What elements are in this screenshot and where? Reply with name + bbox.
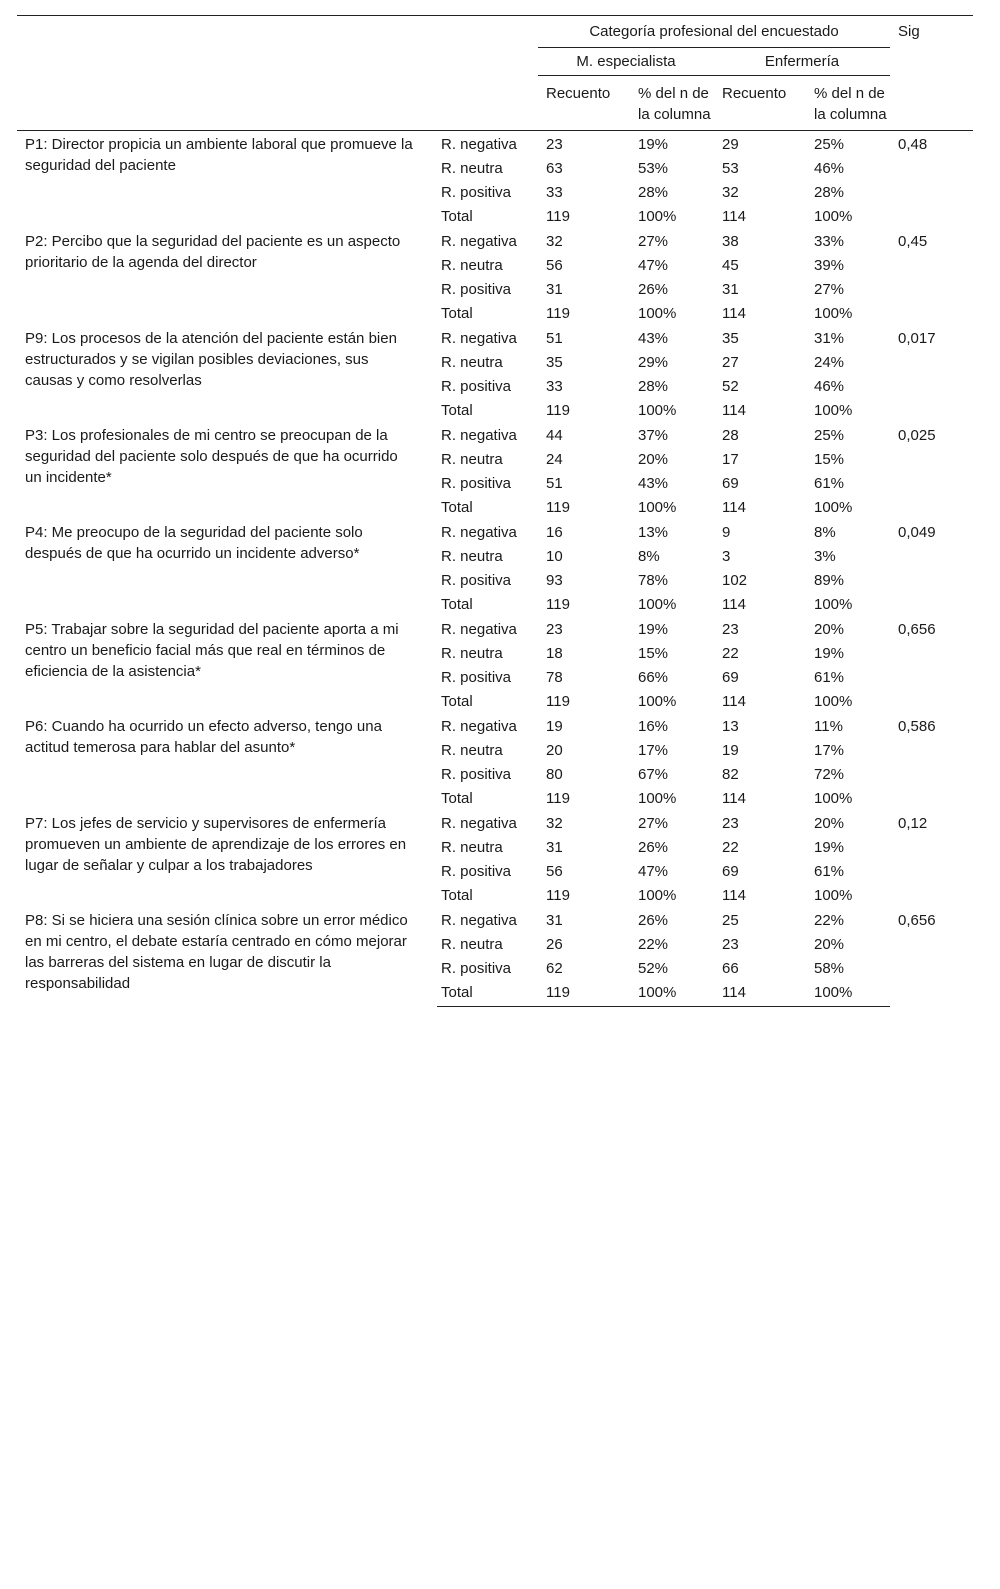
item-question: P5: Trabajar sobre la seguridad del paciente aporta a mi centro un beneficio facial más que real en términos de eficiencia de la asistencia* [25,621,399,680]
m-count: 119 [546,499,570,516]
table-row [17,422,973,447]
m-pct: 17% [638,742,669,759]
m-count: 63 [546,160,563,177]
e-count: 27 [722,354,739,371]
item-question: P1: Director propicia un ambiente laboral que promueve la seguridad del paciente [25,136,413,174]
m-pct: 47% [638,863,669,880]
e-count: 23 [722,815,739,832]
table-row [17,131,973,157]
m-pct: 43% [638,475,669,492]
m-pct: 66% [638,669,669,686]
m-count: 56 [546,257,563,274]
m-pct: 100% [638,305,677,322]
m-pct: 26% [638,839,669,856]
e-count: 114 [722,596,746,613]
response-label: R. neutra [441,354,503,371]
header-empty [17,16,437,48]
m-count: 10 [546,548,563,565]
m-pct: 100% [638,208,677,225]
e-pct: 19% [814,645,845,662]
e-pct: 72% [814,766,845,783]
m-count: 44 [546,427,563,444]
response-label: R. negativa [441,233,517,250]
response-label: R. neutra [441,257,503,274]
e-pct: 100% [814,790,853,807]
sig-value: 0,45 [898,233,928,250]
item-question: P6: Cuando ha ocurrido un efecto adverso, tengo una actitud temerosa para hablar del asunto* [25,718,382,756]
response-label: Total [441,499,473,516]
e-pct: 58% [814,960,845,977]
table-row [17,228,973,253]
sig-value: 0,586 [898,718,936,735]
m-count: 23 [546,136,563,153]
e-pct: 27% [814,281,845,298]
e-pct: 33% [814,233,845,250]
survey-table [17,15,973,1007]
m-pct: 26% [638,912,669,929]
e-count: 69 [722,669,739,686]
e-pct: 8% [814,524,836,541]
m-count: 119 [546,305,570,322]
m-count: 32 [546,815,563,832]
sig-value: 0,12 [898,815,928,832]
table-row [17,907,973,932]
table-row [17,713,973,738]
m-pct: 53% [638,160,669,177]
e-pct: 25% [814,427,845,444]
item-question: P7: Los jefes de servicio y supervisores de enfermería promueven un ambiente de aprendizaje de los errores en lugar de señalar y culpar a los trabajadores [25,815,407,874]
e-count: 114 [714,980,806,1007]
e-pct: 100% [814,693,853,710]
e-count: 13 [722,718,739,735]
m-pct: 100% [638,402,677,419]
m-count: 31 [546,839,563,856]
header-enfermeria: Enfermería [714,48,890,76]
m-count: 119 [546,790,570,807]
e-pct: 100% [814,402,853,419]
response-label: R. negativa [441,912,517,929]
table-row [17,616,973,641]
m-count: 31 [546,281,563,298]
e-count: 53 [722,160,739,177]
m-count: 93 [546,572,563,589]
e-count: 114 [722,887,746,904]
response-label: R. neutra [441,839,503,856]
e-count: 19 [722,742,739,759]
e-count: 22 [722,839,739,856]
header-group-label: Categoría profesional del encuestado [538,16,890,48]
sig-value: 0,049 [898,524,936,541]
e-count: 23 [722,621,739,638]
item-question: P4: Me preocupo de la seguridad del paciente solo después de que ha ocurrido un incidente adverso* [25,524,363,562]
e-pct: 20% [814,936,845,953]
response-label: R. positiva [441,184,512,201]
m-count: 33 [546,378,563,395]
response-label: R. neutra [441,936,503,953]
e-pct: 28% [814,184,845,201]
m-pct: 27% [638,815,669,832]
response-label: Total [441,887,473,904]
e-pct: 46% [814,160,845,177]
e-pct: 61% [814,863,845,880]
m-pct: 28% [638,184,669,201]
header-recuento-m: Recuento [538,76,630,131]
e-pct: 15% [814,451,845,468]
table-container [17,15,973,1007]
m-pct: 67% [638,766,669,783]
e-count: 29 [722,136,739,153]
item-question: P8: Si se hiciera una sesión clínica sobre un error médico en mi centro, el debate estaría centrado en cómo mejorar las barreras del sistema en lugar de discutir la responsabilidad [25,912,408,992]
m-count: 26 [546,936,563,953]
header-recuento-e: Recuento [714,76,806,131]
response-label: R. negativa [441,815,517,832]
sig-value: 0,656 [898,912,936,929]
e-pct: 100% [814,596,853,613]
sig-value: 0,656 [898,621,936,638]
response-label: R. positiva [441,863,512,880]
table-row [17,519,973,544]
m-count: 35 [546,354,563,371]
e-pct: 17% [814,742,845,759]
m-pct: 26% [638,281,669,298]
response-label: R. negativa [441,330,517,347]
e-pct: 61% [814,475,845,492]
m-count: 32 [546,233,563,250]
e-pct: 11% [814,718,843,735]
e-count: 52 [722,378,739,395]
e-count: 69 [722,475,739,492]
response-label: R. neutra [441,548,503,565]
e-count: 31 [722,281,739,298]
m-pct: 78% [638,572,669,589]
m-count: 20 [546,742,563,759]
sig-value: 0,48 [898,136,928,153]
e-pct: 20% [814,621,845,638]
m-count: 119 [538,980,630,1007]
m-count: 62 [546,960,563,977]
response-label: R. positiva [441,960,512,977]
sig-value: 0,025 [898,427,936,444]
m-pct: 100% [638,693,677,710]
e-pct: 39% [814,257,845,274]
response-label: R. positiva [441,766,512,783]
m-pct: 8% [638,548,660,565]
response-label: Total [441,208,473,225]
e-count: 114 [722,305,746,322]
m-pct: 16% [638,718,669,735]
e-count: 38 [722,233,739,250]
item-question: P2: Percibo que la seguridad del paciente es un aspecto prioritario de la agenda del director [25,233,401,271]
response-label: R. neutra [441,451,503,468]
response-label: Total [441,790,473,807]
item-question: P9: Los procesos de la atención del paciente están bien estructurados y se vigilan posibles deviaciones, sus causas y como resolverlas [25,330,397,389]
e-pct: 100% [814,305,853,322]
m-pct: 15% [638,645,669,662]
e-count: 35 [722,330,739,347]
m-pct: 22% [638,936,669,953]
m-count: 56 [546,863,563,880]
response-label: R. positiva [441,669,512,686]
table-body [17,131,973,1007]
table-row [17,325,973,350]
e-pct: 100% [806,980,890,1007]
m-pct: 37% [638,427,669,444]
m-count: 119 [546,402,570,419]
e-pct: 3% [814,548,836,565]
m-count: 119 [546,887,570,904]
m-pct: 100% [638,790,677,807]
m-pct: 19% [638,621,669,638]
m-pct: 100% [638,499,677,516]
response-label: R. negativa [441,427,517,444]
response-label: R. positiva [441,378,512,395]
response-label: R. negativa [441,136,517,153]
e-count: 102 [722,572,748,589]
e-count: 82 [722,766,739,783]
m-count: 16 [546,524,563,541]
e-pct: 89% [814,572,845,589]
e-count: 114 [722,208,746,225]
m-pct: 20% [638,451,669,468]
e-pct: 19% [814,839,845,856]
m-count: 24 [546,451,563,468]
e-count: 28 [722,427,739,444]
m-pct: 52% [638,960,669,977]
e-pct: 22% [814,912,845,929]
e-count: 23 [722,936,739,953]
response-label: R. neutra [441,742,503,759]
e-count: 17 [722,451,739,468]
m-pct: 19% [638,136,669,153]
response-label: R. negativa [441,621,517,638]
header-m-especialista: M. especialista [538,48,714,76]
m-pct: 28% [638,378,669,395]
e-count: 114 [722,499,746,516]
e-count: 114 [722,402,746,419]
response-label: Total [441,596,473,613]
header-pct-e: % del n de la columna [806,76,890,131]
m-count: 78 [546,669,563,686]
response-label: Total [441,305,473,322]
response-label: R. neutra [441,645,503,662]
m-pct: 100% [638,596,677,613]
e-count: 32 [722,184,739,201]
m-count: 23 [546,621,563,638]
e-pct: 100% [814,887,853,904]
m-count: 19 [546,718,563,735]
e-count: 114 [722,693,746,710]
e-count: 25 [722,912,739,929]
m-pct: 29% [638,354,669,371]
response-label: Total [441,402,473,419]
response-label: R. positiva [441,281,512,298]
m-count: 31 [546,912,563,929]
m-count: 33 [546,184,563,201]
m-pct: 100% [630,980,714,1007]
e-pct: 31% [814,330,845,347]
e-count: 45 [722,257,739,274]
response-label: Total [437,980,538,1007]
e-count: 22 [722,645,739,662]
m-count: 18 [546,645,563,662]
m-pct: 27% [638,233,669,250]
e-count: 9 [722,524,731,541]
e-pct: 46% [814,378,845,395]
e-pct: 24% [814,354,845,371]
response-label: R. neutra [441,160,503,177]
e-pct: 100% [814,208,853,225]
response-label: R. negativa [441,718,517,735]
m-count: 119 [546,596,570,613]
e-count: 3 [722,548,731,565]
m-count: 51 [546,330,563,347]
e-count: 114 [722,790,746,807]
header-sig: Sig [890,16,973,48]
table-header [17,16,973,131]
response-label: R. negativa [441,524,517,541]
e-pct: 25% [814,136,845,153]
response-label: R. positiva [441,475,512,492]
e-pct: 61% [814,669,845,686]
m-pct: 13% [638,524,669,541]
m-count: 80 [546,766,563,783]
m-count: 51 [546,475,563,492]
m-count: 119 [546,208,570,225]
response-label: Total [441,693,473,710]
sig-value: 0,017 [898,330,936,347]
response-label: R. positiva [441,572,512,589]
m-count: 119 [546,693,570,710]
e-count: 66 [722,960,739,977]
m-pct: 47% [638,257,669,274]
e-pct: 100% [814,499,853,516]
e-count: 69 [722,863,739,880]
header-pct-m: % del n de la columna [630,76,714,131]
m-pct: 43% [638,330,669,347]
e-pct: 20% [814,815,845,832]
m-pct: 100% [638,887,677,904]
item-question: P3: Los profesionales de mi centro se preocupan de la seguridad del paciente solo después de que ha ocurrido un incidente* [25,427,398,486]
table-row [17,810,973,835]
